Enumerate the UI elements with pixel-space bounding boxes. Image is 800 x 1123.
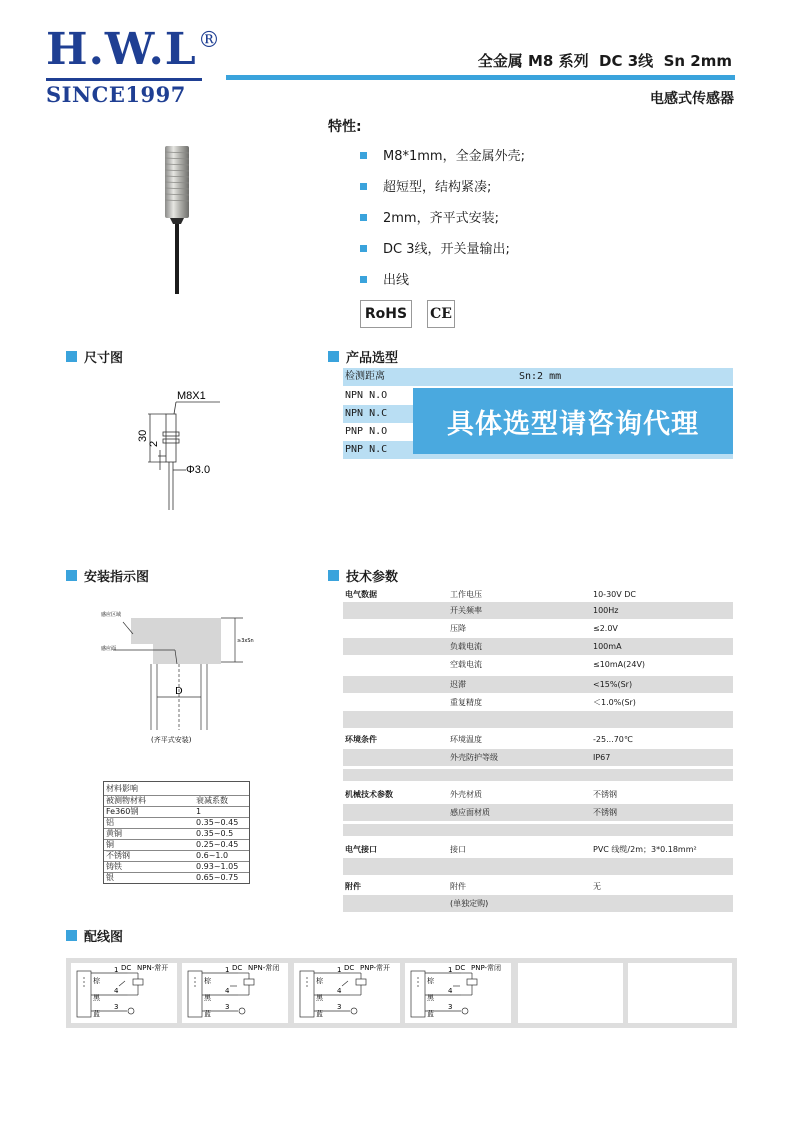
wiring-mode: NPN-常开: [137, 964, 169, 972]
material-row: 铜 0.25~0.45: [104, 839, 249, 850]
header-bar: [226, 75, 735, 80]
wire-color: 蓝: [427, 1010, 434, 1018]
spec-separator: [343, 824, 733, 836]
wiring-type: DC: [344, 964, 355, 972]
feature-item: 超短型，结构紧凑;: [360, 176, 491, 195]
brand-logo: H.W.L: [46, 24, 197, 75]
material-row: Fe360钢 1: [104, 806, 249, 817]
feature-item: DC 3线，开关量输出;: [360, 238, 510, 257]
wiring-diagram: [182, 963, 288, 1023]
wire-pin: 1: [114, 966, 119, 974]
wiring-symbol: [71, 963, 177, 1023]
wire-color: 棕: [316, 977, 323, 985]
material-row: 铸铁 0.93~1.05: [104, 861, 249, 872]
wiring-type: DC: [455, 964, 466, 972]
spec-row: 压降 ≤2.0V: [450, 624, 618, 633]
feature-item: 2mm，齐平式安装;: [360, 207, 499, 226]
section-selection: 产品选型: [328, 347, 398, 366]
bullet-icon: [360, 152, 367, 159]
spec-row: [343, 858, 733, 875]
wiring-symbol: [294, 963, 400, 1023]
wire-pin: 4: [114, 987, 119, 995]
wire-pin: 3: [225, 1003, 230, 1011]
page-title: 全金属 M8 系列 DC 3线 Sn 2mm: [477, 52, 732, 70]
section-install: 安装指示图: [66, 566, 149, 585]
selection-header: [343, 368, 733, 386]
install-d: D: [175, 686, 183, 697]
feature-item: 出线: [360, 269, 409, 288]
wire-pin: 3: [114, 1003, 119, 1011]
wire-color: 棕: [204, 977, 211, 985]
wiring-empty-cell: [628, 963, 732, 1023]
material-title-row: 材料影响: [106, 784, 138, 793]
wiring-diagram: [405, 963, 511, 1023]
feature-item: M8*1mm，全金属外壳;: [360, 145, 525, 164]
section-wiring: 配线图: [66, 926, 123, 945]
spec-row: 空载电流 ≤10mA(24V): [450, 660, 646, 669]
bullet-icon: [360, 214, 367, 221]
install-dist: ≥3xSn: [237, 638, 254, 644]
wiring-symbol: [182, 963, 288, 1023]
wiring-mode: NPN-常闭: [248, 964, 280, 972]
wire-color: 黑: [204, 994, 211, 1002]
spec-row: 感应面材质 不锈钢: [343, 804, 733, 821]
section-spec: 技术参数: [328, 566, 398, 585]
dim-cable: Φ3.0: [186, 464, 211, 476]
wire-color: 棕: [427, 977, 434, 985]
wiring-mode: PNP-常闭: [471, 964, 502, 972]
spec-separator: [343, 713, 733, 725]
wire-color: 棕: [93, 977, 100, 985]
features-title: 特性:: [328, 119, 362, 135]
install-label-face: 感应面: [101, 646, 117, 652]
wiring-diagram: [294, 963, 400, 1023]
spec-row: 重复精度 ＜1.0%(Sr): [450, 698, 636, 707]
wire-pin: 1: [448, 966, 453, 974]
wire-pin: 4: [225, 987, 230, 995]
dim-flush: 2: [148, 440, 160, 447]
selection-header-right: Sn:2 mm: [519, 371, 562, 382]
spec-row: 环境条件 环境温度 -25...70℃: [345, 735, 633, 744]
selection-row: NPN N.O: [343, 387, 733, 405]
wire-pin: 3: [337, 1003, 342, 1011]
material-row: 不锈钢 0.6~1.0: [104, 850, 249, 861]
wire-color: 黑: [316, 994, 323, 1002]
material-row: 黄铜 0.35~0.5: [104, 828, 249, 839]
material-table: [103, 781, 250, 884]
install-drawing: [95, 600, 275, 750]
wiring-type: DC: [232, 964, 243, 972]
selection-header-left: 检测距离: [345, 371, 385, 382]
spec-separator: [343, 769, 733, 781]
spec-row: 电气数据 工作电压 10-30V DC: [345, 590, 637, 599]
material-head-row: 被测物材料 衰减系数: [104, 795, 249, 806]
wire-pin: 1: [337, 966, 342, 974]
spec-row: 外壳防护等级 IP67: [343, 749, 733, 766]
wire-color: 黑: [93, 994, 100, 1002]
wire-color: 蓝: [93, 1010, 100, 1018]
page-subtitle: 电感式传感器: [650, 91, 734, 107]
spec-row: 开关频率 100Hz: [343, 602, 733, 619]
dimension-drawing: [120, 380, 240, 520]
dim-length: 30: [137, 429, 149, 442]
wire-color: 黑: [427, 994, 434, 1002]
wire-pin: 3: [448, 1003, 453, 1011]
registered-mark: ®: [198, 28, 220, 53]
wire-pin: 4: [448, 987, 453, 995]
sensor-photo: [150, 140, 210, 300]
ce-badge: CE: [427, 300, 455, 328]
material-row: 铝 0.35~0.45: [104, 817, 249, 828]
spec-row: 负载电流 100mA: [343, 638, 733, 655]
wire-pin: 4: [337, 987, 342, 995]
spec-row: (单独定购): [343, 895, 733, 912]
dim-thread: M8X1: [177, 390, 206, 402]
selection-row: NPN N.C: [343, 405, 733, 423]
rohs-badge: RoHS: [360, 300, 412, 328]
selection-row: PNP N.C: [343, 441, 733, 459]
spec-row: 电气接口 接口 PVC 线缆/2m；3*0.18mm²: [345, 845, 697, 854]
wire-color: 蓝: [204, 1010, 211, 1018]
spec-row: 迟滞 <15%(Sr): [343, 676, 733, 693]
consult-agent-banner: 具体选型请咨询代理: [413, 388, 733, 454]
wire-pin: 1: [225, 966, 230, 974]
spec-row: 机械技术参数 外壳材质 不锈钢: [345, 790, 617, 799]
install-label-area: 感应区域: [101, 612, 122, 618]
wiring-type: DC: [121, 964, 132, 972]
wiring-mode: PNP-常开: [360, 964, 391, 972]
material-row: 银 0.65~0.75: [104, 872, 249, 883]
wiring-empty-cell: [518, 963, 623, 1023]
selection-row: PNP N.O: [343, 423, 733, 441]
logo-since: SINCE1997: [46, 82, 186, 107]
install-caption: (齐平式安装): [151, 736, 192, 744]
bullet-icon: [360, 245, 367, 252]
bullet-icon: [360, 183, 367, 190]
bullet-icon: [360, 276, 367, 283]
logo-divider: [46, 78, 202, 81]
spec-row: 附件 附件 无: [345, 882, 601, 891]
wiring-diagram: [71, 963, 177, 1023]
wire-color: 蓝: [316, 1010, 323, 1018]
section-dimension: 尺寸图: [66, 347, 123, 366]
wiring-symbol: [405, 963, 511, 1023]
